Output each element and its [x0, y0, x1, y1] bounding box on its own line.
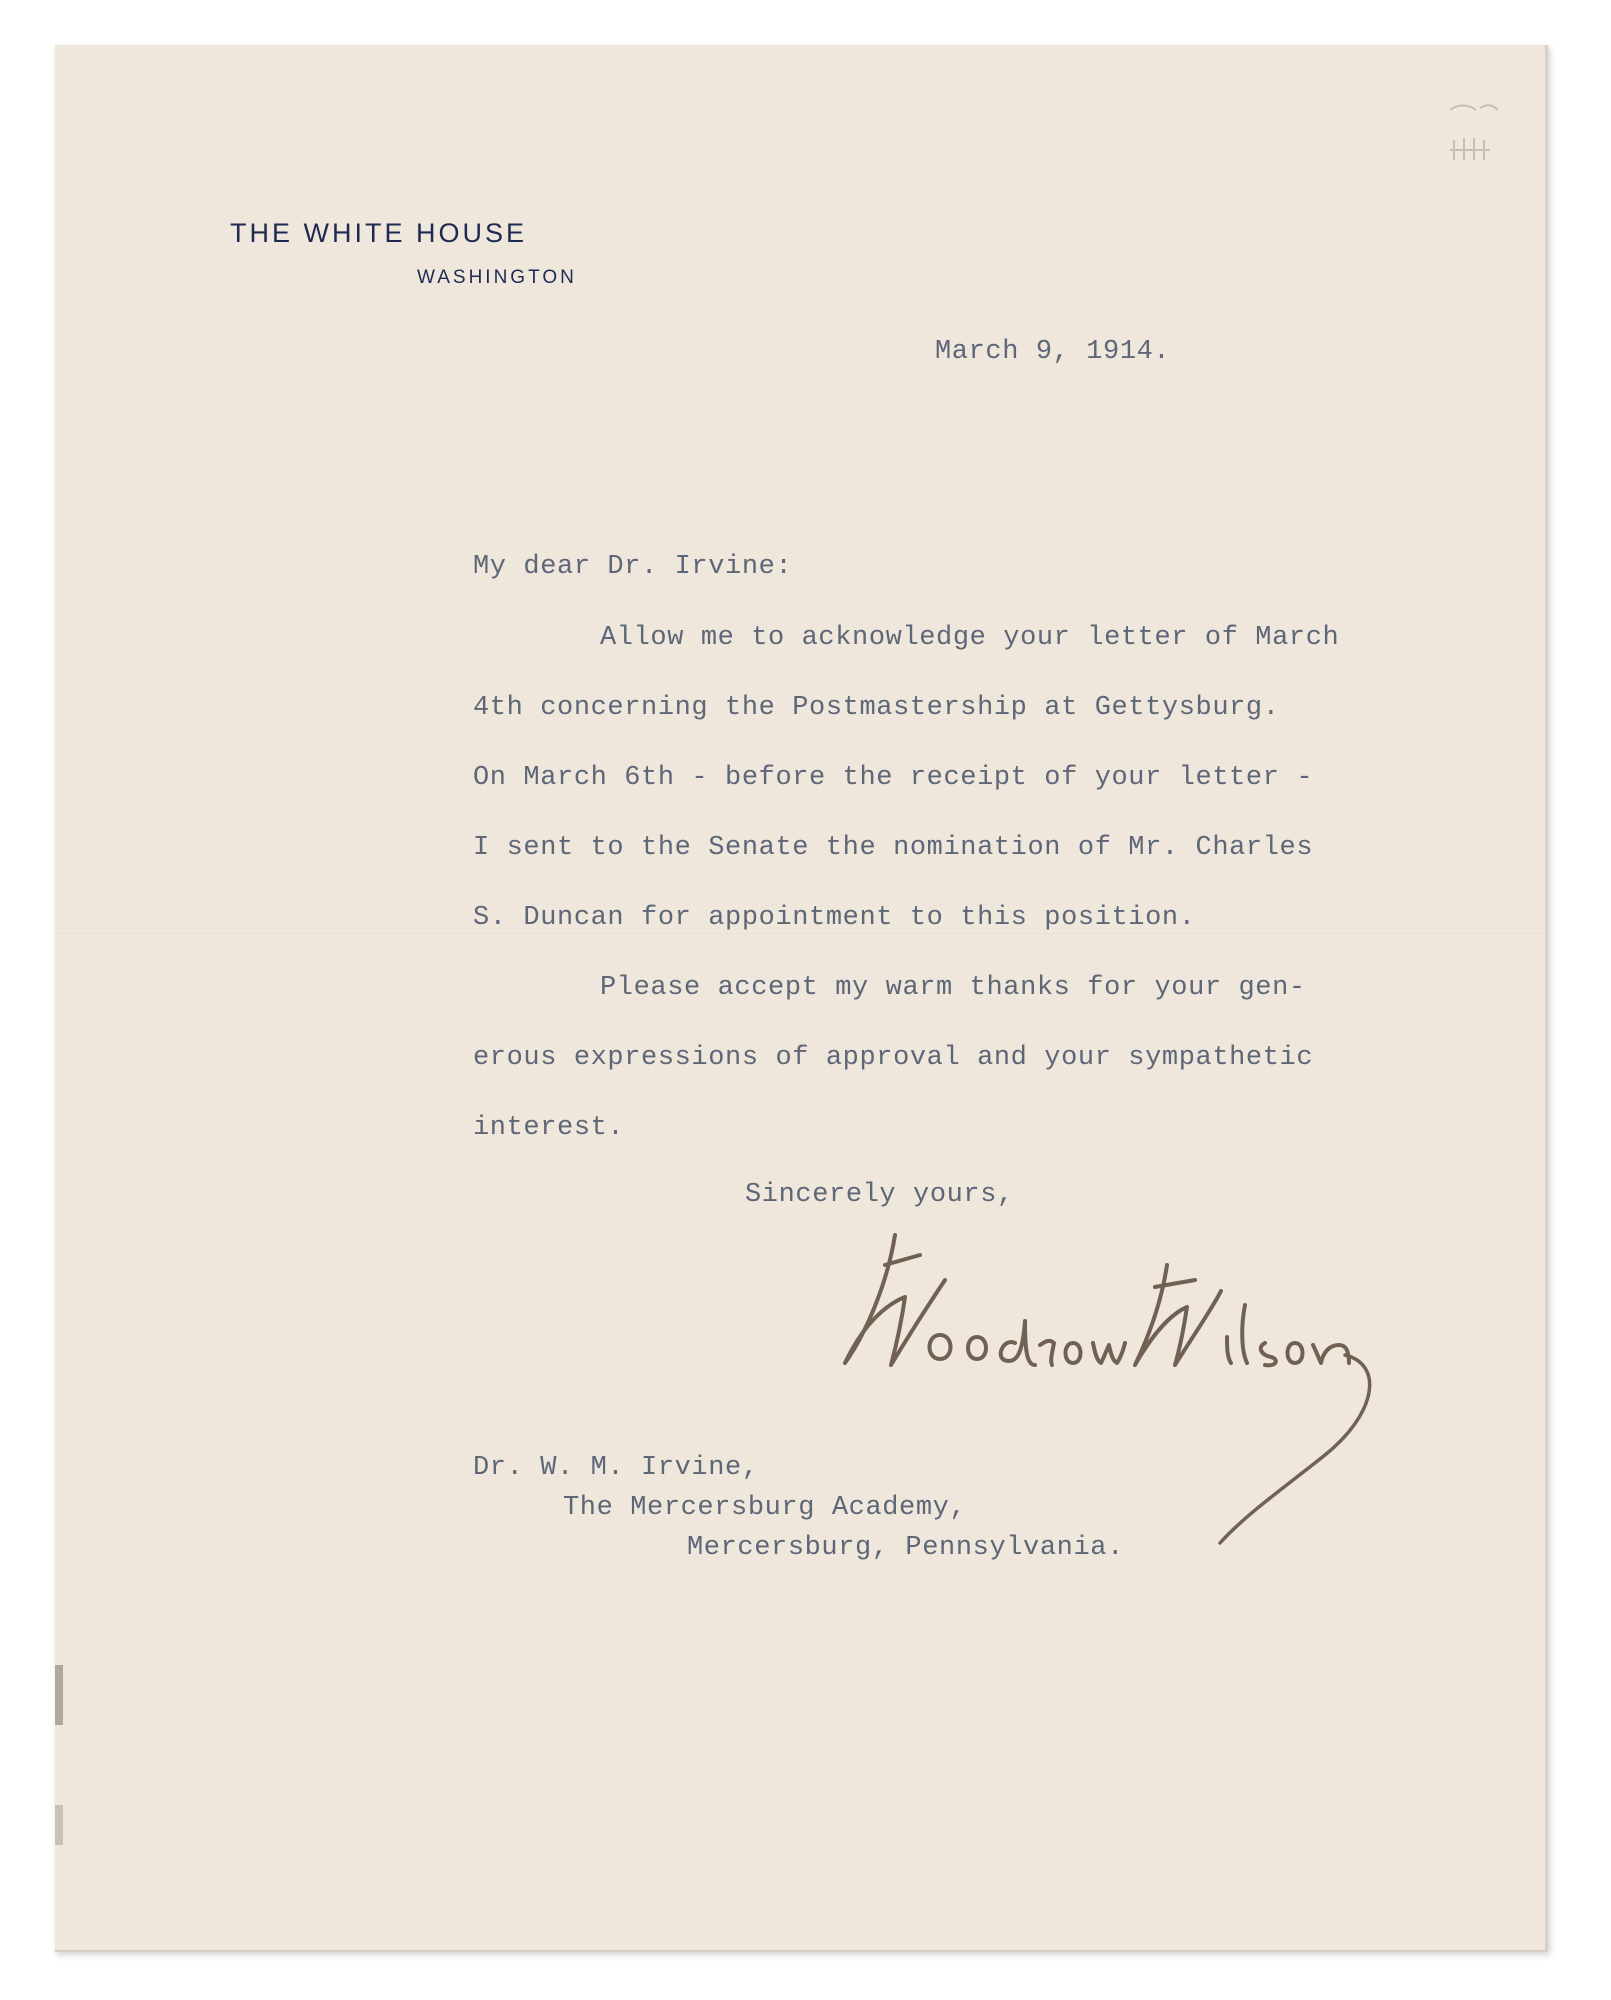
paragraph2-line: Please accept my warm thanks for your gen-: [600, 973, 1306, 1003]
paragraph1-line: S. Duncan for appointment to this position.: [473, 903, 1196, 933]
paragraph2-line: erous expressions of approval and your sympathetic: [473, 1043, 1314, 1073]
letter-page: [55, 45, 1548, 1952]
recipient-line: Dr. W. M. Irvine,: [473, 1453, 759, 1483]
paragraph1-line: On March 6th - before the receipt of your letter -: [473, 763, 1314, 793]
paragraph1-line: I sent to the Senate the nomination of Mr. Charles: [473, 833, 1314, 863]
recipient-line: The Mercersburg Academy,: [563, 1493, 967, 1523]
closing: Sincerely yours,: [745, 1180, 1014, 1210]
letter-date: March 9, 1914.: [935, 337, 1171, 367]
letterhead-title: THE WHITE HOUSE: [230, 218, 528, 248]
recipient-line: Mercersburg, Pennsylvania.: [687, 1533, 1124, 1563]
letterhead-subtitle: WASHINGTON: [417, 267, 577, 288]
paragraph1-line: Allow me to acknowledge your letter of March: [600, 623, 1340, 653]
pencil-notation: [1440, 90, 1520, 180]
edge-stain: [55, 1665, 63, 1725]
edge-stain: [55, 1805, 63, 1845]
paragraph1-line: 4th concerning the Postmastership at Gettysburg.: [473, 693, 1280, 723]
salutation: My dear Dr. Irvine:: [473, 552, 793, 582]
paragraph2-line: interest.: [473, 1113, 625, 1143]
